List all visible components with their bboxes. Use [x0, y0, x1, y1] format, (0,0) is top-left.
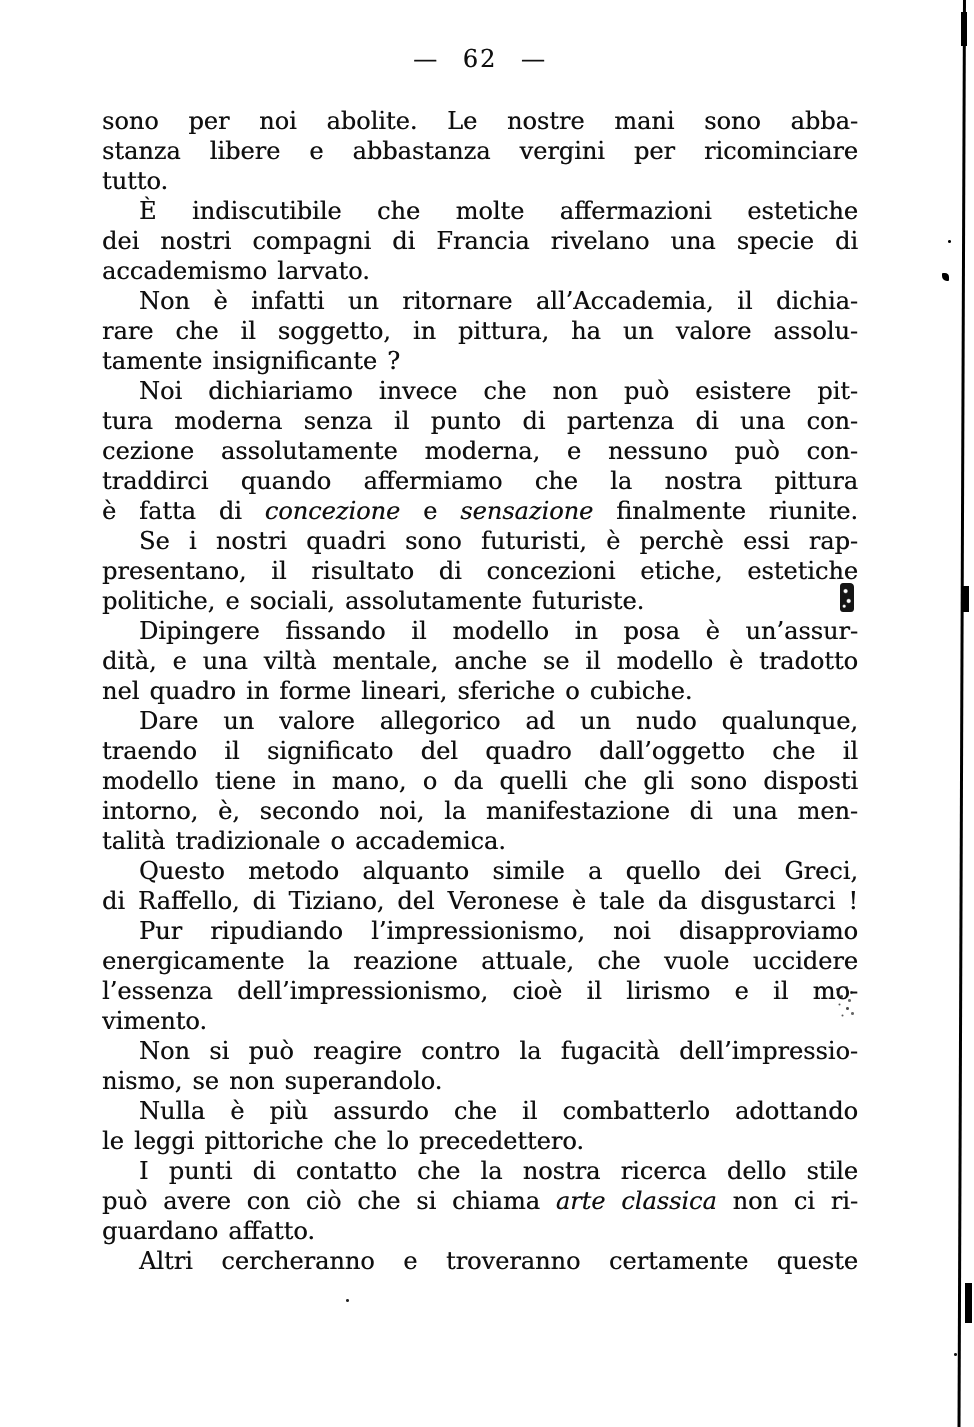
- text-segment: Noi dichiariamo invece che non può esistere pit-: [139, 377, 858, 405]
- text-segment: sono per noi abolite. Le nostre mani sono abba-: [102, 107, 858, 135]
- text-line: [102, 466, 858, 496]
- text-segment: di Raffello, di Tiziano, del Veronese è tale da disgustarci !: [102, 887, 858, 915]
- text-line: [102, 196, 858, 226]
- text-segment: nel quadro in forme lineari, sferiche o cubiche.: [102, 677, 693, 705]
- italic-text: arte classica: [555, 1187, 717, 1215]
- text-line: [102, 496, 858, 526]
- text-line: [102, 1006, 858, 1036]
- ink-speck: [346, 1299, 349, 1302]
- text-segment: rare che il soggetto, in pittura, ha un valore assolu-: [102, 317, 858, 345]
- text-line: [102, 766, 858, 796]
- text-segment: tura moderna senza il punto di partenza di una con-: [102, 407, 858, 435]
- text-line: [102, 946, 858, 976]
- text-segment: l’essenza dell’impressionismo, cioè il lirismo e il mo-: [102, 977, 858, 1005]
- text-line: [102, 706, 858, 736]
- text-line: [102, 826, 858, 856]
- text-segment: politiche, e sociali, assolutamente futuriste.: [102, 587, 645, 615]
- text-line: [102, 346, 858, 376]
- text-segment: Non è infatti un ritornare all’Accademia, il dichia-: [139, 287, 858, 315]
- text-segment: cezione assolutamente moderna, e nessuno può con-: [102, 437, 858, 465]
- page-number: — 62 —: [413, 45, 547, 73]
- text-line: [102, 1186, 858, 1216]
- text-segment: non ci ri-: [716, 1187, 858, 1215]
- text-line: [102, 796, 858, 826]
- text-line: [102, 106, 858, 136]
- text-segment: intorno, è, secondo noi, la manifestazione di una men-: [102, 797, 858, 825]
- text-segment: Se i nostri quadri sono futuristi, è perchè essi rap-: [139, 527, 858, 555]
- text-line: [102, 916, 858, 946]
- text-segment: può avere con ciò che si chiama: [102, 1187, 556, 1215]
- text-line: [102, 436, 858, 466]
- text-line: [102, 736, 858, 766]
- text-segment: tutto.: [102, 167, 169, 195]
- text-segment: È indiscutibile che molte affermazioni estetiche: [139, 197, 858, 225]
- text-block: [102, 44, 858, 1276]
- ink-speck: [948, 240, 951, 243]
- text-segment: traendo il significato del quadro dall’oggetto che il: [102, 737, 858, 765]
- text-segment: tamente insignificante ?: [102, 347, 401, 375]
- text-segment: dità, e una viltà mentale, anche se il modello è tradotto: [102, 647, 858, 675]
- text-line: [102, 556, 858, 586]
- text-segment: è fatta di: [102, 497, 265, 525]
- text-lines: [102, 106, 858, 1276]
- text-line: [102, 136, 858, 166]
- ink-speck: [942, 273, 949, 281]
- text-line: [102, 1246, 858, 1276]
- text-segment: Non si può reagire contro la fugacità dell’impressio-: [139, 1037, 858, 1065]
- text-segment: energicamente la reazione attuale, che vuole uccidere: [102, 947, 858, 975]
- text-segment: presentano, il risultato di concezioni etiche, estetiche: [102, 557, 858, 585]
- text-segment: Altri cercheranno e troveranno certamente queste: [139, 1247, 858, 1275]
- text-line: [102, 1096, 858, 1126]
- text-line: [102, 376, 858, 406]
- text-segment: finalmente riunite.: [593, 497, 858, 525]
- text-line: [102, 646, 858, 676]
- text-segment: Questo metodo alquanto simile a quello dei Greci,: [139, 857, 858, 885]
- text-line: [102, 1216, 858, 1246]
- text-line: [102, 226, 858, 256]
- text-segment: dei nostri compagni di Francia rivelano una specie di: [102, 227, 858, 255]
- text-line: [102, 286, 858, 316]
- text-line: [102, 526, 858, 556]
- text-segment: accademismo larvato.: [102, 257, 370, 285]
- text-line: [102, 616, 858, 646]
- page-edge-ink-bump-middle: [963, 586, 969, 612]
- text-line: [102, 1036, 858, 1066]
- text-line: [102, 316, 858, 346]
- text-segment: modello tiene in mano, o da quelli che gli sono disposti: [102, 767, 858, 795]
- text-segment: le leggi pittoriche che lo precedettero.: [102, 1127, 584, 1155]
- text-segment: I punti di contatto che la nostra ricerca dello stile: [139, 1157, 858, 1185]
- italic-text: concezione: [264, 497, 401, 525]
- text-segment: stanza libere e abbastanza vergini per ricominciare: [102, 137, 858, 165]
- text-line: [102, 856, 858, 886]
- text-line: [102, 586, 858, 616]
- text-line: [102, 406, 858, 436]
- page-edge-ink-bump-top: [961, 12, 967, 46]
- text-segment: nismo, se non superandolo.: [102, 1067, 443, 1095]
- text-line: [102, 1126, 858, 1156]
- text-segment: e: [400, 497, 461, 525]
- page-edge-ink-bump-bottom: [965, 1283, 972, 1323]
- text-line: [102, 976, 858, 1006]
- page-edge-scan-line: [957, 0, 966, 1427]
- text-segment: vimento.: [102, 1007, 207, 1035]
- italic-text: sensazione: [460, 497, 594, 525]
- text-segment: Dare un valore allegorico ad un nudo qualunque,: [139, 707, 858, 735]
- text-line: [102, 166, 858, 196]
- ink-speck: [954, 1353, 957, 1356]
- text-line: [102, 676, 858, 706]
- text-line: [102, 256, 858, 286]
- text-line: [102, 1156, 858, 1186]
- text-segment: guardano affatto.: [102, 1217, 315, 1245]
- text-line: [102, 886, 858, 916]
- text-segment: Pur ripudiando l’impressionismo, noi disapproviamo: [139, 917, 858, 945]
- text-segment: traddirci quando affermiamo che la nostra pittura: [102, 467, 858, 495]
- text-segment: talità tradizionale o accademica.: [102, 827, 506, 855]
- text-segment: Nulla è più assurdo che il combatterlo adottando: [139, 1097, 858, 1125]
- text-segment: Dipingere fissando il modello in posa è un’assur-: [139, 617, 858, 645]
- text-line: [102, 1066, 858, 1096]
